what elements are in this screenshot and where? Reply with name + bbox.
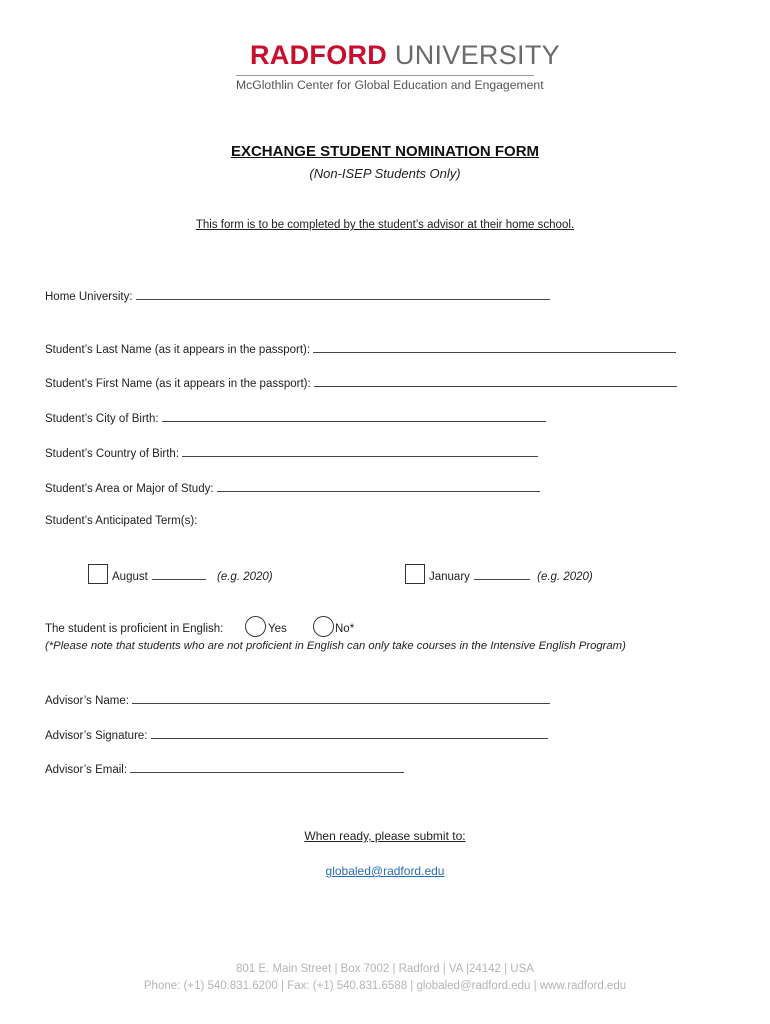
logo-subtitle: McGlothlin Center for Global Education and Engagement [236, 78, 544, 92]
advisor-name-label: Advisor’s Name: [45, 695, 129, 707]
august-year-field[interactable] [152, 569, 206, 580]
advisor-signature-field[interactable] [151, 728, 548, 739]
advisor-name-row [45, 693, 550, 707]
anticipated-terms-label: Student’s Anticipated Term(s): [45, 515, 198, 527]
form-instruction: This form is to be completed by the student’s advisor at their home school. [195, 219, 575, 231]
university-logo [250, 40, 560, 71]
country-of-birth-field[interactable] [182, 446, 538, 457]
january-label: January [429, 571, 470, 583]
footer-contact: Phone: (+1) 540.831.6200 | Fax: (+1) 540.831.6588 | globaled@radford.edu | www.radford.edu [143, 980, 627, 992]
home-university-row [45, 289, 550, 303]
country-of-birth-label: Student’s Country of Birth: [45, 448, 180, 460]
advisor-name-field[interactable] [132, 693, 550, 704]
home-university-label: Home University: [45, 291, 133, 303]
yes-radio[interactable] [245, 616, 266, 637]
advisor-signature-row [45, 728, 548, 742]
area-of-study-field[interactable] [217, 481, 540, 492]
last-name-row [45, 342, 676, 356]
august-label: August [112, 571, 148, 583]
footer-address: 801 E. Main Street | Box 7002 | Radford | VA |24142 | USA [236, 963, 534, 975]
january-option [429, 569, 593, 583]
advisor-signature-label: Advisor’s Signature: [45, 730, 148, 742]
city-of-birth-label: Student’s City of Birth: [45, 413, 159, 425]
no-radio[interactable] [313, 616, 334, 637]
form-title: EXCHANGE STUDENT NOMINATION FORM [230, 143, 540, 160]
august-option [112, 569, 273, 583]
advisor-email-field[interactable] [130, 762, 404, 773]
area-of-study-label: Student’s Area or Major of Study: [45, 483, 214, 495]
logo-secondary-text: UNIVERSITY [394, 40, 560, 70]
english-question: The student is proficient in English: [45, 623, 224, 635]
logo-divider [236, 75, 534, 76]
area-of-study-row [45, 481, 540, 495]
august-checkbox[interactable] [88, 564, 108, 584]
city-of-birth-row [45, 411, 546, 425]
form-subtitle: (Non-ISEP Students Only) [309, 166, 461, 181]
country-of-birth-row [45, 446, 538, 460]
submit-instruction: When ready, please submit to: [304, 829, 466, 843]
first-name-field[interactable] [314, 376, 677, 387]
first-name-row [45, 376, 677, 390]
submit-email-link[interactable]: globaled@radford.edu [325, 864, 445, 878]
last-name-label: Student’s Last Name (as it appears in the passport): [45, 344, 311, 356]
january-example: (e.g. 2020) [537, 571, 593, 583]
no-label: No* [335, 623, 355, 635]
advisor-email-row [45, 762, 404, 776]
yes-label: Yes [268, 623, 287, 635]
advisor-email-label: Advisor’s Email: [45, 764, 128, 776]
first-name-label: Student’s First Name (as it appears in the passport): [45, 378, 311, 390]
home-university-field[interactable] [136, 289, 550, 300]
january-year-field[interactable] [474, 569, 530, 580]
city-of-birth-field[interactable] [162, 411, 546, 422]
english-note: (*Please note that students who are not proficient in English can only take courses in the Intensive English Program) [45, 640, 626, 652]
august-example: (e.g. 2020) [217, 571, 273, 583]
logo-primary-text: RADFORD [250, 40, 388, 70]
january-checkbox[interactable] [405, 564, 425, 584]
last-name-field[interactable] [313, 342, 676, 353]
